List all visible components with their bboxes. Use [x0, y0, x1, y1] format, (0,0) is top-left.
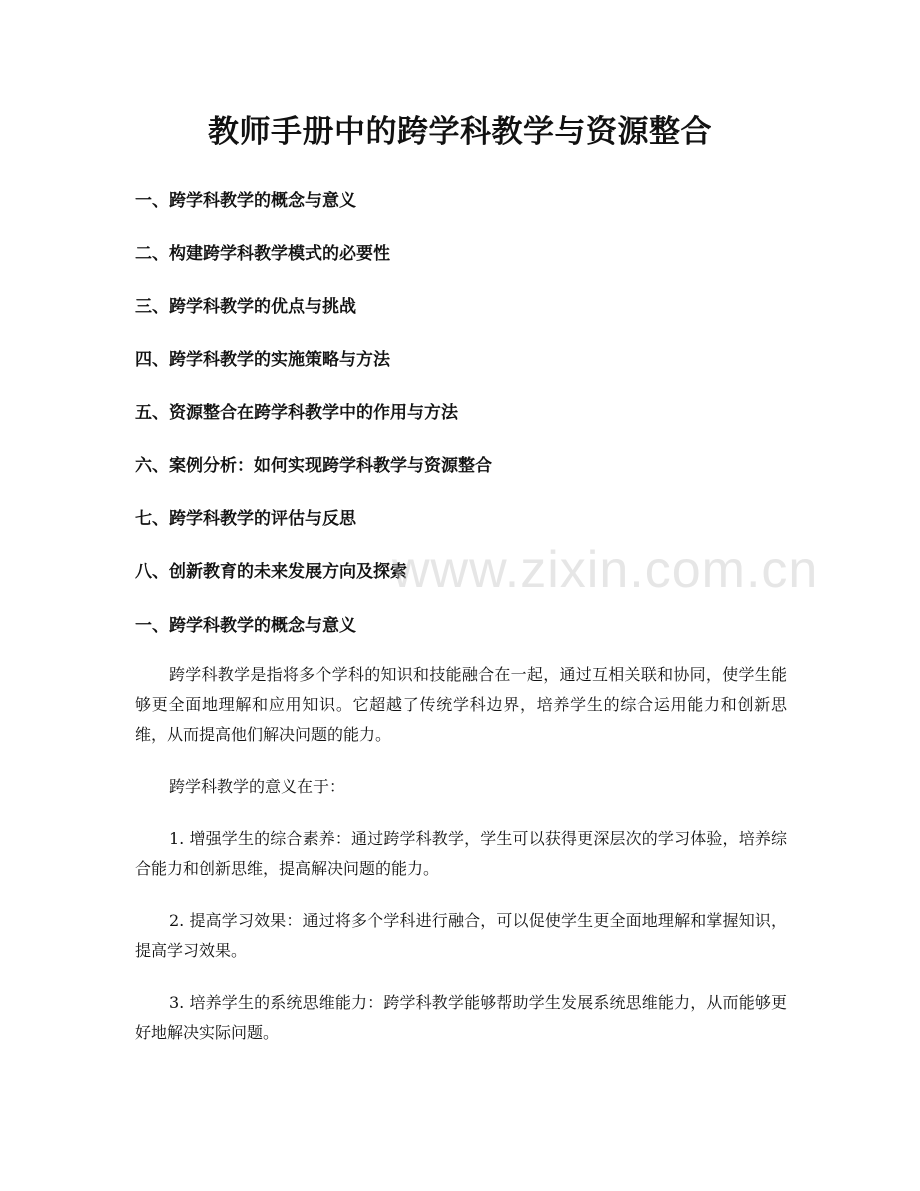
list-item-3: 3. 培养学生的系统思维能力：跨学科教学能够帮助学生发展系统思维能力，从而能够更好地解决实际问题。 [135, 993, 787, 1042]
watermark: www.zixin.com.cn [392, 541, 819, 599]
toc-item-6: 六、案例分析：如何实现跨学科教学与资源整合 [135, 456, 492, 476]
toc-item-1: 一、跨学科教学的概念与意义 [135, 191, 356, 211]
list-item-1: 1. 增强学生的综合素养：通过跨学科教学，学生可以获得更深层次的学习体验，培养综合能力和创新思维，提高解决问题的能力。 [135, 829, 787, 878]
toc-item-8: 八、创新教育的未来发展方向及探索 [135, 562, 407, 582]
section-body [135, 660, 787, 1070]
list-item-2: 2. 提高学习效果：通过将多个学科进行融合，可以促使学生更全面地理解和掌握知识，提高学习效果。 [135, 911, 787, 960]
toc-item-5: 五、资源整合在跨学科教学中的作用与方法 [135, 403, 458, 423]
section-heading: 一、跨学科教学的概念与意义 [135, 616, 356, 636]
toc-item-7: 七、跨学科教学的评估与反思 [135, 509, 356, 529]
toc-item-3: 三、跨学科教学的优点与挑战 [135, 297, 356, 317]
toc-item-2: 二、构建跨学科教学模式的必要性 [135, 244, 390, 264]
paragraph-significance-intro: 跨学科教学的意义在于： [169, 777, 346, 796]
document-title: 教师手册中的跨学科教学与资源整合 [208, 114, 712, 150]
paragraph-definition: 跨学科教学是指将多个学科的知识和技能融合在一起，通过互相关联和协同，使学生能够更全面地理解和应用知识。它超越了传统学科边界，培养学生的综合运用能力和创新思维，从而提高他们解决问题的能力。 [135, 665, 787, 744]
toc-item-4: 四、跨学科教学的实施策略与方法 [135, 350, 390, 370]
table-of-contents [135, 184, 795, 608]
